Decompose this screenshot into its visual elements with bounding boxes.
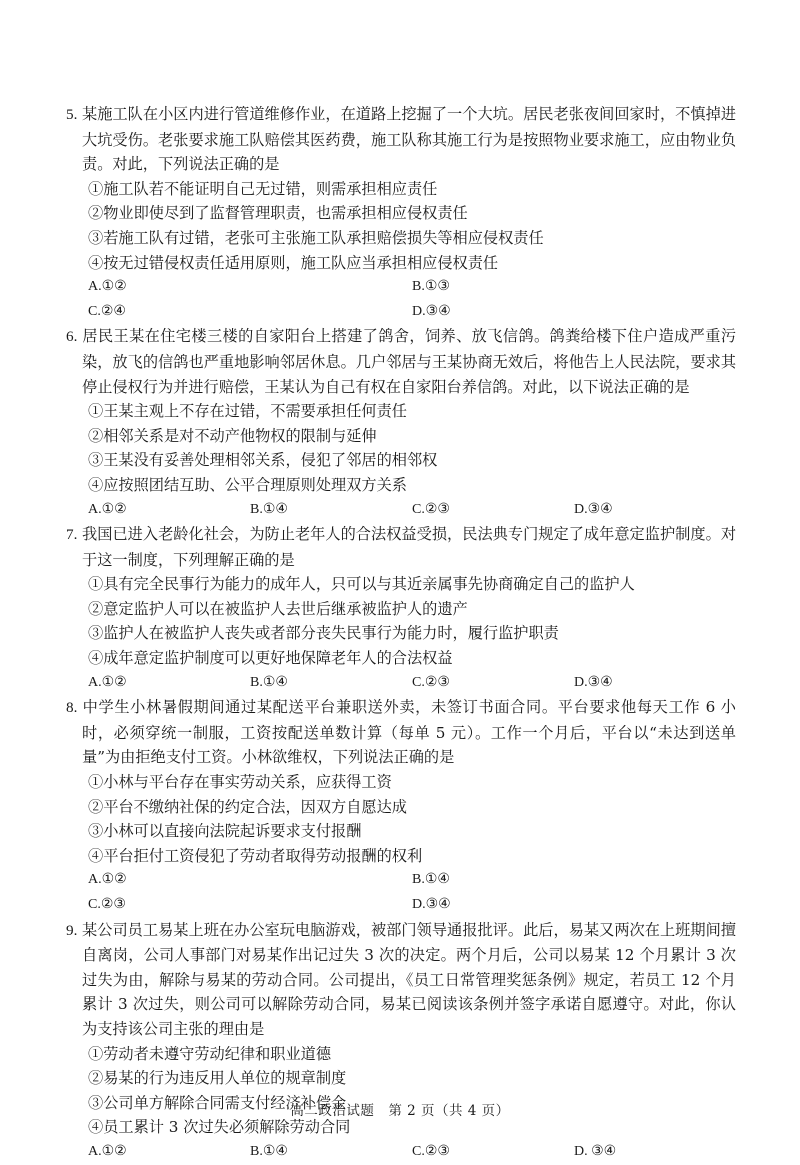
option-c: C.②③ — [412, 674, 450, 690]
question-text: 某施工队在小区内进行管道维修作业，在道路上挖掘了一个大坑。居民老张夜间回家时，不慎掉进大坑受伤。老张要求施工队赔偿其医药费，施工队称其施工行为是按照物业要求施工，应由物业负责。对此，下列说法正确的是 — [82, 105, 736, 174]
statement-2: ②易某的行为违反用人单位的规章制度 — [88, 1069, 347, 1088]
statement-4: ④按无过错侵权责任适用原则，施工队应当承担相应侵权责任 — [88, 253, 499, 272]
question-number: 6. — [66, 328, 78, 346]
question-stem — [66, 695, 736, 770]
option-d: D.③④ — [412, 897, 451, 912]
statement-4: ④平台拒付工资侵犯了劳动者取得劳动报酬的权利 — [88, 846, 423, 865]
option-d: D.③④ — [574, 674, 613, 690]
options — [82, 275, 736, 324]
statement-1: ①小林与平台存在事实劳动关系，应获得工资 — [88, 773, 392, 792]
question-stem — [66, 918, 736, 1042]
question-7 — [66, 522, 736, 695]
question-8 — [66, 695, 736, 917]
options — [82, 868, 736, 917]
option-d: D.③④ — [574, 501, 613, 517]
question-stem — [66, 324, 736, 399]
question-stem — [66, 102, 736, 177]
option-c: C.②③ — [412, 501, 450, 517]
option-c: C.②③ — [88, 897, 126, 912]
options — [82, 1140, 736, 1165]
statement-3: ③公司单方解除合同需支付经济补偿金 — [88, 1093, 347, 1112]
question-text: 中学生小林暑假期间通过某配送平台兼职送外卖，未签订书面合同。平台要求他每天工作 6 小时，必须穿统一制服，工资按配送单数计算（每单 5 元）。工作一个月后，平台以“未达到送单量”为由拒绝支付工资。小林欲维权，下列说法正确的是 — [82, 698, 736, 767]
option-a: A.①② — [88, 872, 127, 888]
statement-1: ①王某主观上不存在过错，不需要承担任何责任 — [88, 402, 407, 421]
options — [82, 671, 736, 696]
statement-2: ②物业即使尽到了监督管理职责，也需承担相应侵权责任 — [88, 204, 468, 223]
option-d: D.③④ — [412, 303, 451, 319]
option-b: B.①④ — [250, 501, 288, 517]
statement-1: ①施工队若不能证明自己无过错，则需承担相应责任 — [88, 179, 438, 198]
statement-2: ②意定监护人可以在被监护人去世后继承被监护人的遗产 — [88, 599, 468, 618]
statement-2: ②相邻关系是对不动产他物权的限制与延伸 — [88, 426, 377, 445]
question-text: 居民王某在住宅楼三楼的自家阳台上搭建了鸽舍，饲养、放飞信鸽。鸽粪给楼下住户造成严重污染，放飞的信鸽也严重地影响邻居休息。几户邻居与王某协商无效后，将他告上人民法院，要求其停止侵权行为并进行赔偿，王某认为自己有权在自家阳台养信鸽。对此，以下说法正确的是 — [82, 327, 736, 396]
question-stem — [66, 522, 736, 572]
option-a: A.①② — [88, 1143, 127, 1159]
statement-1: ①具有完全民事行为能力的成年人，只可以与其近亲属事先协商确定自己的监护人 — [88, 575, 635, 594]
question-number: 9. — [66, 921, 78, 939]
option-a: A.①② — [88, 674, 127, 690]
statement-3: ③监护人在被监护人丧失或者部分丧失民事行为能力时，履行监护职责 — [88, 624, 559, 643]
page-footer: 高二政治试题 第 2 页（共 4 页） — [290, 1103, 510, 1119]
question-number: 7. — [66, 526, 78, 544]
question-text: 某公司员工易某上班在办公室玩电脑游戏，被部门领导通报批评。此后，易某又两次在上班期间擅自离岗，公司人事部门对易某作出记过失 3 次的决定。两个月后，公司以易某 12 个月累计 3 次过失为由，解除与易某的劳动合同。公司提出，《员工日常管理奖惩条例》规定，若员工 12 个月累计 3 次过失，则公司可以解除劳动合同，易某已阅读该条例并签字承诺自愿遵守。对此，你认为支持该公司主张的理由是 — [82, 920, 736, 1038]
question-6 — [66, 324, 736, 522]
statement-4: ④应按照团结互助、公平合理原则处理双方关系 — [88, 475, 407, 494]
option-a: A.①② — [88, 279, 127, 295]
question-5 — [66, 102, 736, 324]
option-d: D. ③④ — [574, 1143, 617, 1159]
statement-2: ②平台不缴纳社保的约定合法，因双方自愿达成 — [88, 797, 407, 816]
statement-1: ①劳动者未遵守劳动纪律和职业道德 — [88, 1044, 331, 1063]
statement-3: ③小林可以直接向法院起诉要求支付报酬 — [88, 822, 362, 841]
option-b: B.①④ — [250, 674, 288, 690]
question-number: 8. — [66, 699, 78, 717]
option-b: B.①④ — [412, 872, 450, 888]
statement-4: ④员工累计 3 次过失必须解除劳动合同 — [88, 1118, 351, 1137]
statement-4: ④成年意定监护制度可以更好地保障老年人的合法权益 — [88, 649, 453, 668]
option-c: C.②④ — [88, 303, 126, 319]
question-text: 我国已进入老龄化社会，为防止老年人的合法权益受损，民法典专门规定了成年意定监护制度。对于这一制度，下列理解正确的是 — [82, 525, 736, 569]
option-a: A.①② — [88, 501, 127, 517]
option-b: B.①④ — [250, 1143, 288, 1159]
option-b: B.①③ — [412, 279, 450, 295]
question-number: 5. — [66, 106, 78, 123]
statement-3: ③王某没有妥善处理相邻关系，侵犯了邻居的相邻权 — [88, 451, 438, 470]
question-9 — [66, 918, 736, 1165]
statement-3: ③若施工队有过错，老张可主张施工队承担赔偿损失等相应侵权责任 — [88, 228, 544, 247]
option-c: C.②③ — [412, 1143, 450, 1159]
options — [82, 498, 736, 523]
